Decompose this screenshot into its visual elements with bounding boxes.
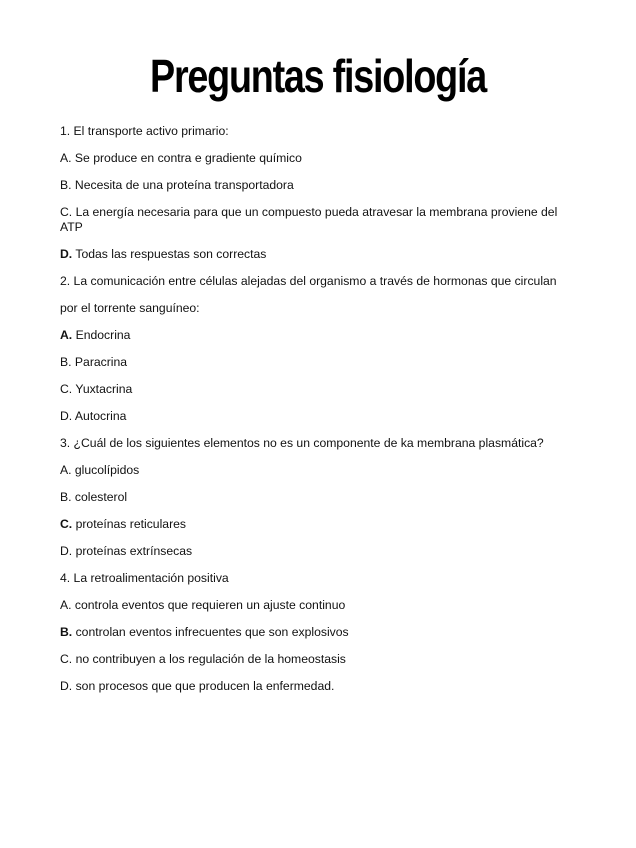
option-label: B. [60,625,73,639]
option-label: D. [60,409,73,423]
q3-option-c [60,517,570,532]
option-label: C. [60,382,73,396]
q2-option-b [60,355,570,370]
option-label: A. [60,328,73,342]
option-label: A. [60,598,72,612]
option-text: Endocrina [75,328,131,342]
q2-option-d [60,409,570,424]
option-label: B. [60,490,72,504]
question-3: 3. ¿Cuál de los siguientes elementos no es un componente de ka membrana plasmática? [60,436,544,450]
question-1: 1. El transporte activo primario: [60,124,229,138]
option-text: son procesos que que producen la enfermedad. [75,679,335,693]
questions-list [60,124,570,706]
q1-option-d [60,247,570,262]
q1-option-c [60,205,570,235]
q3-option-b [60,490,570,505]
q4-option-a [60,598,570,613]
option-text: Necesita de una proteína transportadora [74,178,294,192]
option-label: C. [60,517,73,531]
option-text: controlan eventos infrecuentes que son explosivos [75,625,349,639]
q2-option-a [60,328,570,343]
option-label: A. [60,151,72,165]
option-text: Autocrina [74,409,127,423]
option-label: B. [60,355,72,369]
page-title: Preguntas fisiología [150,50,486,102]
question-2-continuation: por el torrente sanguíneo: [60,301,200,315]
option-text: no contribuyen a los regulación de la homeostasis [75,652,346,666]
question-2: 2. La comunicación entre células alejadas del organismo a través de hormonas que circulan [60,274,557,288]
option-label: C. [60,205,73,219]
q3-option-a [60,463,570,478]
q4-option-d [60,679,570,694]
question-4: 4. La retroalimentación positiva [60,571,229,585]
option-text: glucolípidos [74,463,140,477]
option-text: controla eventos que requieren un ajuste continuo [74,598,346,612]
option-label: B. [60,178,72,192]
option-label: A. [60,463,72,477]
option-text: colesterol [74,490,128,504]
q1-option-b [60,178,570,193]
q4-option-b [60,625,570,640]
option-label: D. [60,247,73,261]
option-text: proteínas extrínsecas [75,544,193,558]
q3-option-d [60,544,570,559]
option-label: D. [60,544,73,558]
q1-option-a [60,151,570,166]
option-label: D. [60,679,73,693]
q4-option-c [60,652,570,667]
q2-option-c [60,382,570,397]
option-label: C. [60,652,73,666]
option-text: La energía necesaria para que un compuesto pueda atravesar la membrana proviene del ATP [60,205,558,234]
option-text: proteínas reticulares [75,517,186,531]
option-text: Se produce en contra e gradiente químico [74,151,302,165]
option-text: Paracrina [74,355,128,369]
option-text: Todas las respuestas son correctas [75,247,267,261]
option-text: Yuxtacrina [75,382,133,396]
